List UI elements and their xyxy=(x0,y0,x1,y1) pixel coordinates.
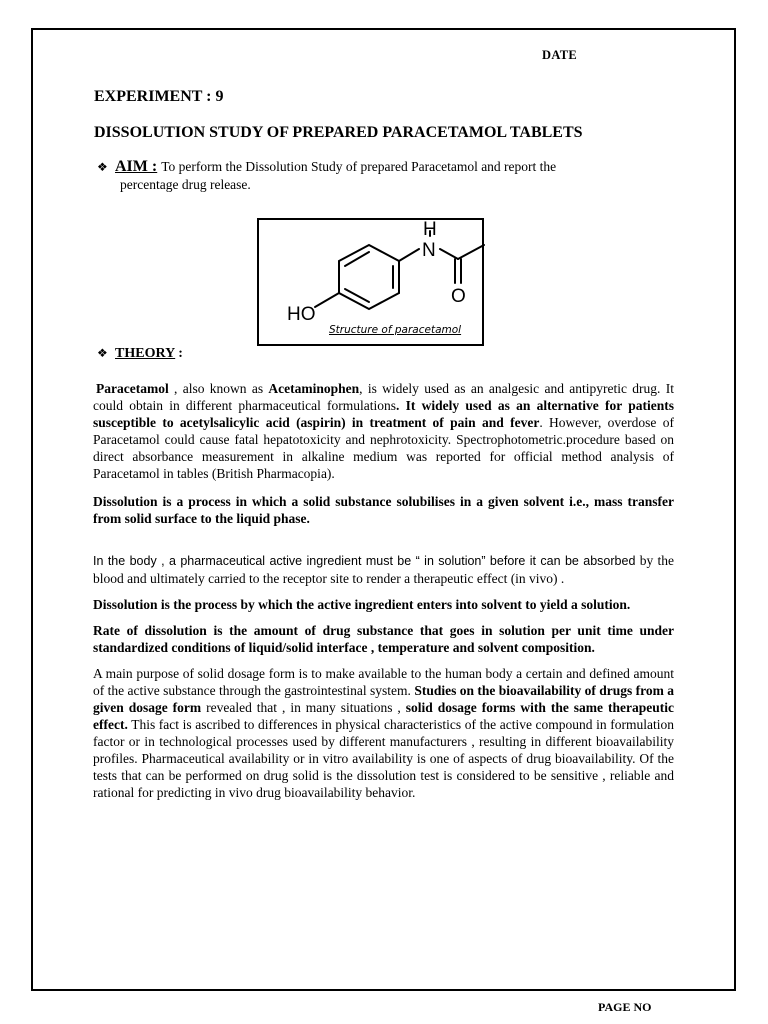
theory-heading: THEORY xyxy=(115,346,176,361)
term-paracetamol: Paracetamol xyxy=(96,381,169,396)
paragraph-text: revealed that , in many situations , xyxy=(201,700,406,715)
atom-o-label: O xyxy=(451,286,466,307)
paragraph-text: In the body , a pharmaceutical active ingredient must be “ in solution” before it can be absorbed xyxy=(93,554,636,568)
paragraph-text: . However, overdose of Paracetamol could cause fatal hepatotoxicity and nephrotoxicity. Spectrophotometric.procedure based on direct absorbance measurement in alkaline medium was reported for official method analysis of Paracetamol in tables (British Pharmacopia). xyxy=(93,415,674,481)
theory-colon: : xyxy=(178,346,183,361)
paragraph-text: , is widely used as an analgesic and antipyretic drug. It could obtain in different pharmaceutical formulations xyxy=(93,381,674,413)
paragraph-in-solution xyxy=(93,552,674,587)
atom-ho-label: HO xyxy=(287,304,316,325)
diamond-bullet-icon: ❖ xyxy=(97,346,108,360)
emphasis-text: solid dosage forms with the same therapeutic effect. xyxy=(93,700,674,732)
emphasis-text: Studies on the bioavailability of drugs from a given dosage form xyxy=(93,683,674,715)
paragraph-dissolution-definition: Dissolution is a process in which a solid substance solubilises in a given solvent i.e., mass transfer from solid surface to the liquid phase. xyxy=(93,494,674,526)
page-number-label: PAGE NO xyxy=(598,1000,652,1014)
structure-caption: Structure of paracetamol xyxy=(329,324,462,336)
term-acetaminophen: Acetaminophen xyxy=(268,381,360,396)
structure-figure xyxy=(257,218,484,346)
atom-n-label: N xyxy=(422,240,436,261)
document-title: DISSOLUTION STUDY OF PREPARED PARACETAMOL TABLETS xyxy=(94,124,583,141)
paragraph-text: A main purpose of solid dosage form is to make available to the human body a certain and defined amount of the active substance through the gastrointestinal system. xyxy=(93,666,674,698)
benzene-ring xyxy=(339,245,399,309)
diamond-bullet-icon: ❖ xyxy=(97,160,108,174)
paragraph-rate-of-dissolution: Rate of dissolution is the amount of drug substance that goes in solution per unit time under standardized conditions of liquid/solid interface , temperature and solvent composition. xyxy=(93,623,674,655)
paragraph-text: , also known as xyxy=(168,381,269,396)
paragraph-paracetamol xyxy=(93,380,674,482)
experiment-number: EXPERIMENT : 9 xyxy=(94,88,224,105)
aim-section xyxy=(97,158,657,193)
aim-heading: AIM : xyxy=(115,158,158,175)
aim-text-line2: percentage drug release. xyxy=(120,177,251,192)
date-label: DATE xyxy=(542,48,578,62)
paragraph-bioavailability xyxy=(93,665,674,801)
emphasis-text: . It widely used as an alternative for patients susceptible to acetylsalicylic acid (aspirin) in treatment of pain and fever xyxy=(93,398,674,430)
theory-section-heading xyxy=(97,346,183,362)
paragraph-text: by the blood and ultimately carried to the receptor site to render a therapeutic effect (in vivo) . xyxy=(93,553,674,586)
paragraph-dissolution-process: Dissolution is the process by which the active ingredient enters into solvent to yield a solution. xyxy=(93,597,631,612)
atom-h-label: H xyxy=(423,220,437,240)
paragraph-text: This fact is ascribed to differences in physical characteristics of the active compound in formulation factor or in technological processes used by different manufacturers , resulting in different bioavailability profiles. Pharmaceutical availability or in vitro availability is one of aspects of drug bioavailability. Of the tests that can be performed on drug solid is the dissolution test is considered to be sensitive , reliable and rational for predicting in vivo drug bioavailability behavior. xyxy=(93,717,674,800)
aim-text-line1: To perform the Dissolution Study of prepared Paracetamol and report the xyxy=(161,159,557,174)
theory-body xyxy=(93,380,674,801)
